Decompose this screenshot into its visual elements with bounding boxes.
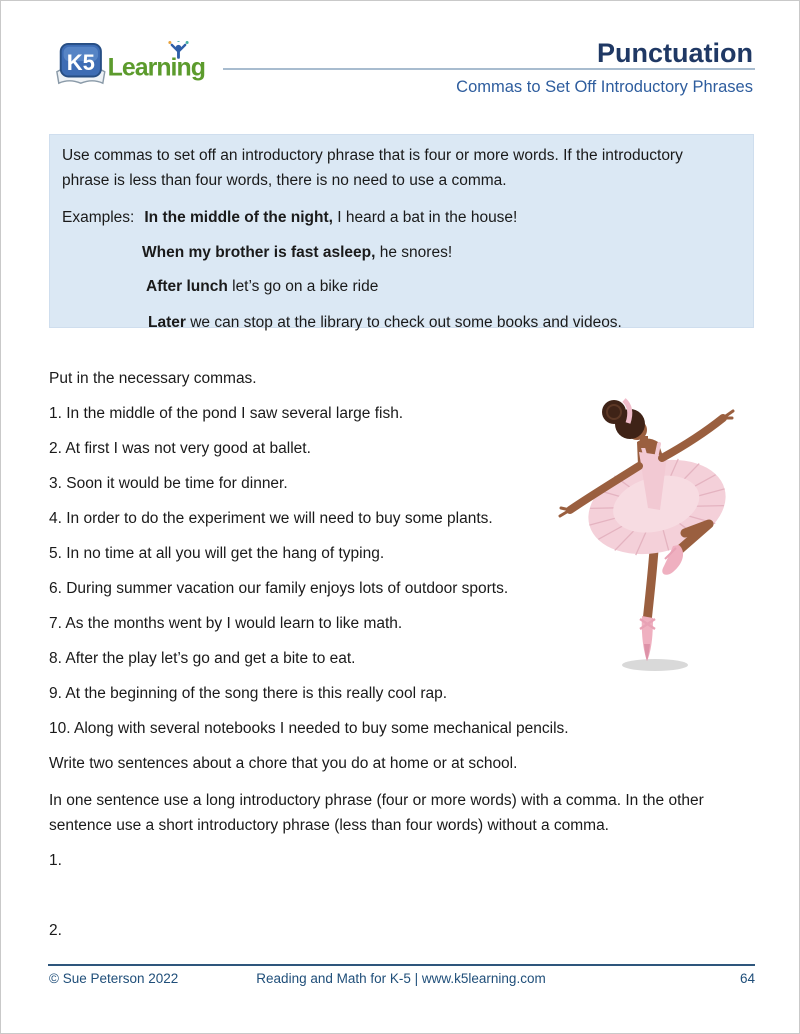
page-title: Punctuation [597, 38, 753, 68]
instruction-box [49, 134, 754, 331]
writing-prompt-2: In one sentence use a long introductory phrase (four or more words) with a comma. In the other sentence use a short introductory phrase (less than four words) without a comma. [49, 792, 704, 834]
writing-prompt-1: Write two sentences about a chore that you do at home or at school. [49, 755, 518, 772]
example-bold: After lunch [146, 278, 228, 295]
exercise-item: 6. During summer vacation our family enjoys lots of outdoor sports. [49, 580, 509, 597]
example-row [146, 276, 741, 297]
footer-site-text: Reading and Math for K-5 | www.k5learning.com [256, 971, 546, 986]
example-bold: In the middle of the night, [144, 209, 333, 226]
example-bold: Later [148, 314, 186, 331]
k5-learning-logo [54, 41, 212, 89]
exercise-section [49, 369, 609, 739]
footer-page-number: 64 [739, 971, 755, 986]
logo-learning-text: Learning [107, 53, 206, 82]
page-subtitle: Commas to Set Off Introductory Phrases [456, 78, 753, 96]
footer-copyright: © Sue Peterson 2022 [49, 971, 179, 986]
example-rest: I heard a bat in the house! [332, 209, 518, 226]
footer-divider [48, 964, 755, 966]
exercise-item: 3. Soon it would be time for dinner. [49, 475, 288, 492]
example-row [62, 207, 741, 228]
example-rest: we can stop at the library to check out some books and videos. [185, 314, 622, 331]
example-row [148, 312, 741, 333]
example-rest: let’s go on a bike ride [227, 278, 379, 295]
exercise-item: 8. After the play let’s go and get a bite to eat. [49, 650, 356, 667]
writing-section [49, 753, 717, 838]
header-divider [223, 68, 755, 70]
logo-k5-text: K5 [66, 49, 95, 75]
ballerina-illustration [557, 392, 783, 678]
exercise-item: 9. At the beginning of the song there is this really cool rap. [49, 685, 448, 702]
answer-blank-1: 1. [49, 852, 62, 869]
exercise-item: 2. At first I was not very good at ballet. [49, 440, 311, 457]
instruction-text: Use commas to set off an introductory phrase that is four or more words. If the introductory phrase is less than four words, there is no need to use a comma. [62, 147, 683, 189]
examples-label: Examples: [62, 209, 135, 226]
shadow [622, 659, 688, 671]
exercise-item: 4. In order to do the experiment we will need to buy some plants. [49, 510, 493, 527]
exercise-item: 5. In no time at all you will get the hang of typing. [49, 545, 385, 562]
example-row [142, 242, 741, 263]
example-bold: When my brother is fast asleep, [142, 244, 376, 261]
exercise-item: 1. In the middle of the pond I saw several large fish. [49, 405, 404, 422]
answer-blank-2: 2. [49, 922, 62, 939]
example-rest: he snores! [375, 244, 453, 261]
exercise-item: 10. Along with several notebooks I needed to buy some mechanical pencils. [49, 720, 569, 737]
exercise-instructions: Put in the necessary commas. [49, 370, 257, 387]
exercise-item: 7. As the months went by I would learn to like math. [49, 615, 403, 632]
